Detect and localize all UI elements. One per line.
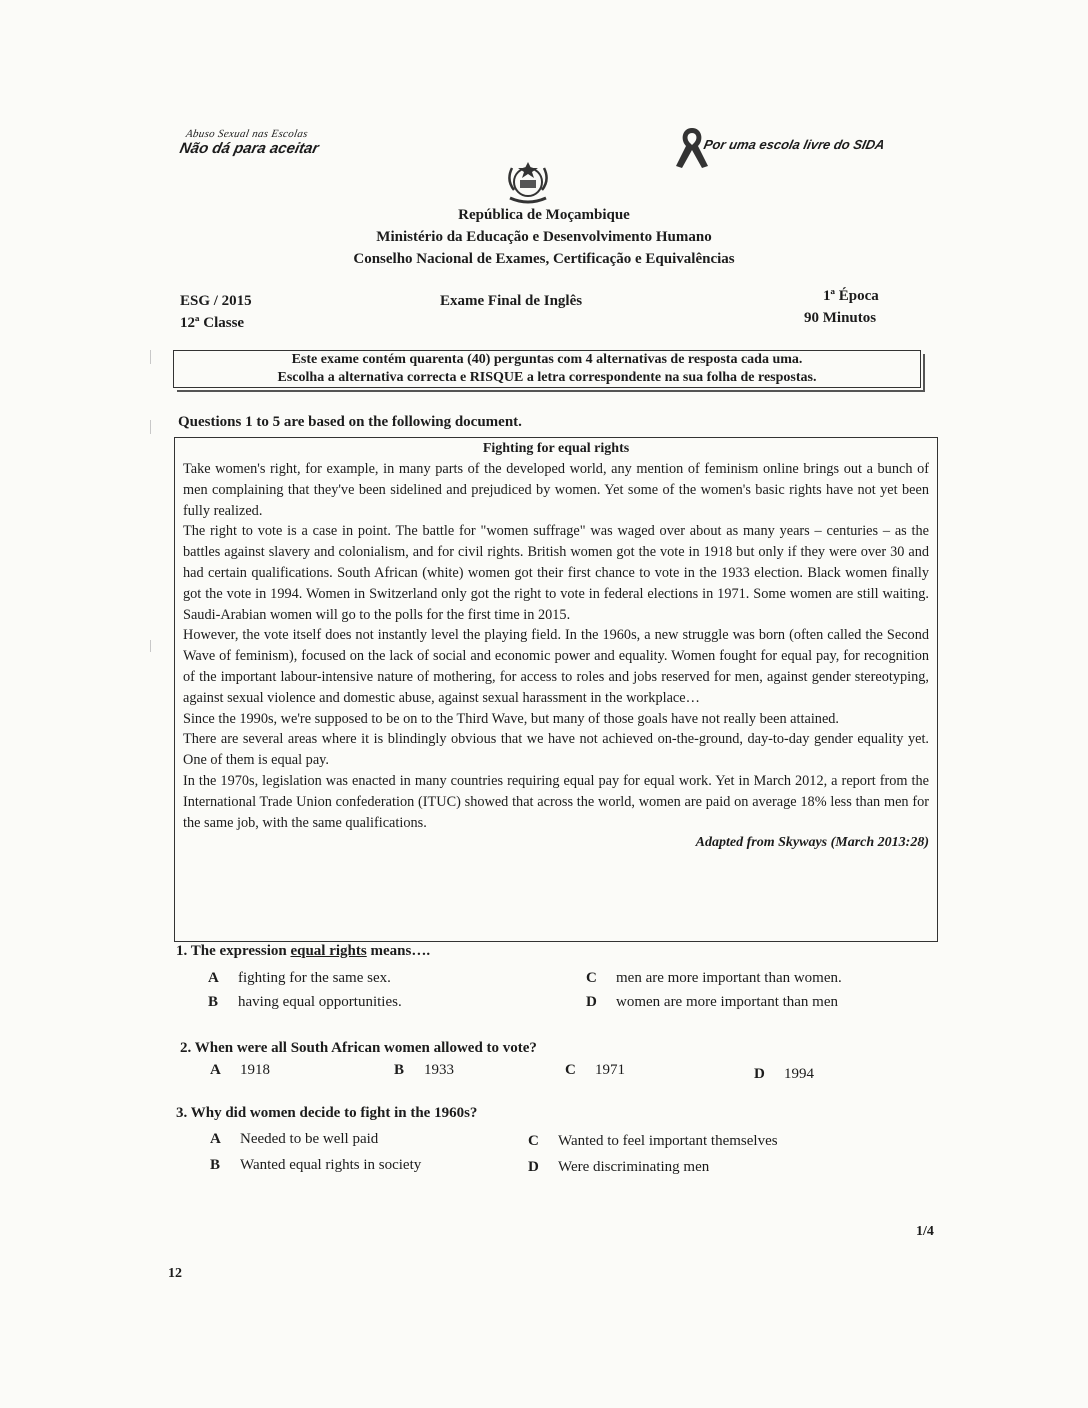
option-letter: D: [754, 1066, 765, 1082]
option-letter: D: [586, 994, 597, 1010]
header-republic: República de Moçambique: [458, 207, 630, 223]
option-letter: C: [586, 970, 597, 986]
option-text: 1933: [424, 1062, 454, 1078]
question-2: 2. When were all South African women allowed to vote?: [180, 1040, 537, 1056]
footer-number: 12: [168, 1266, 182, 1281]
exam-grade: 12ª Classe: [180, 315, 245, 331]
option-text: men are more important than women.: [616, 970, 842, 986]
q1-option-b[interactable]: [208, 994, 402, 1011]
q3-option-a[interactable]: [210, 1131, 378, 1148]
q3-option-c[interactable]: [528, 1133, 778, 1150]
option-letter: B: [210, 1157, 221, 1173]
option-letter: A: [208, 970, 219, 986]
option-text: fighting for the same sex.: [238, 970, 391, 986]
option-letter: B: [208, 994, 219, 1010]
campaign-slogan-right: Por uma escola livre do SIDA: [702, 137, 887, 152]
option-letter: D: [528, 1159, 539, 1175]
option-letter: A: [210, 1062, 221, 1078]
option-text: Were discriminating men: [558, 1159, 710, 1175]
option-text: Needed to be well paid: [240, 1131, 379, 1147]
instructions-line-2: Escolha a alternativa correcta e RISQUE a letra correspondente na sua folha de respostas.: [277, 370, 817, 385]
passage-box: [174, 437, 938, 942]
question-1-suffix: means….: [366, 943, 431, 959]
q2-option-c[interactable]: [565, 1062, 625, 1079]
option-letter: A: [210, 1131, 221, 1147]
margin-mark: [150, 640, 151, 652]
passage-text: [183, 459, 929, 833]
margin-mark: [150, 350, 151, 364]
passage-paragraph: There are several areas where it is blindingly obvious that we have not achieved on-the-ground, day-to-day gender equality yet. One of them is equal pay.: [183, 731, 929, 769]
margin-mark: [150, 420, 151, 434]
passage-paragraph: Since the 1990s, we're supposed to be on to the Third Wave, but many of those goals have not really been attained.: [183, 710, 840, 727]
header-council: Conselho Nacional de Exames, Certificação e Equivalências: [353, 251, 735, 267]
exam-code: ESG / 2015: [180, 293, 252, 309]
question-1-underlined: equal rights: [290, 943, 367, 959]
option-text: having equal opportunities.: [238, 994, 402, 1010]
option-text: women are more important than men: [616, 994, 839, 1010]
passage-paragraph: However, the vote itself does not instantly level the playing field. In the 1960s, a new struggle was born (often called the Second Wave of feminism), focused on the lack of social and economic power and equality. Women fought for equal pay, for recognition of the important labour-intensive nature of mothering, for access to roles and jobs reserved for men, against gender stereotyping, against sexual violence and domestic abuse, against sexual harassment in the workplace…: [183, 627, 929, 706]
passage-title: Fighting for equal rights: [482, 441, 630, 456]
option-letter: C: [528, 1133, 539, 1149]
page-number: 1/4: [916, 1224, 934, 1239]
q3-option-b[interactable]: [210, 1157, 421, 1174]
passage-paragraph: Take women's right, for example, in many parts of the developed world, any mention of feminism online brings out a bunch of men complaining that they've been sidelined and prejudiced by women. Yet some of the women's basic rights have not yet been fully realized.: [183, 461, 929, 519]
national-emblem-icon: [500, 160, 556, 208]
campaign-slogan: Não dá para aceitar: [178, 140, 321, 157]
passage-source: Adapted from Skyways (March 2013:28): [695, 835, 929, 851]
instructions-line-1: Este exame contém quarenta (40) perguntas com 4 alternativas de resposta cada uma.: [291, 352, 803, 367]
option-letter: B: [394, 1062, 405, 1078]
option-text: 1994: [784, 1066, 814, 1082]
option-text: 1918: [240, 1062, 270, 1078]
option-letter: C: [565, 1062, 576, 1078]
passage-paragraph: In the 1970s, legislation was enacted in many countries requiring equal pay for equal work. Yet in March 2012, a report from the International Trade Union confederation (ITUC) showed that across the world, women are paid on average 18% less than men for the same job, with the same qualifications.: [183, 772, 929, 831]
q2-option-b[interactable]: [394, 1062, 454, 1079]
option-text: 1971: [595, 1062, 625, 1078]
q2-option-a[interactable]: [210, 1062, 270, 1079]
exam-duration: 90 Minutos: [804, 310, 877, 326]
q1-option-c[interactable]: [586, 970, 842, 987]
question-1: [176, 943, 430, 960]
q3-option-d[interactable]: [528, 1159, 709, 1176]
q1-option-a[interactable]: [208, 970, 391, 987]
exam-title: Exame Final de Inglês: [440, 293, 583, 309]
option-text: Wanted equal rights in society: [240, 1157, 422, 1173]
q1-option-d[interactable]: [586, 994, 838, 1011]
question-1-prefix: 1. The expression: [176, 943, 291, 959]
q2-option-d[interactable]: [754, 1066, 814, 1083]
header-ministry: Ministério da Educação e Desenvolvimento Humano: [376, 229, 712, 245]
campaign-subtitle: Abuso Sexual nas Escolas: [184, 128, 309, 140]
passage-intro: Questions 1 to 5 are based on the following document.: [178, 414, 522, 430]
option-text: Wanted to feel important themselves: [558, 1133, 778, 1149]
exam-epoch: 1ª Época: [823, 288, 879, 304]
instructions-box: [173, 350, 921, 388]
passage-paragraph: The right to vote is a case in point. The battle for "women suffrage" was waged over about as many years – centuries – as the battles against slavery and colonialism, and for civil rights. British women got the vote in 1918 but only if they were over 30 and had certain qualifications. South African (white) women got their first chance to vote in the 1933 election. Black women finally got the vote in 1994. Women in Switzerland only got the right to vote in federal elections in 1971. Some women are still waiting. Saudi-Arabian women will go to the polls for the first time in 2015.: [183, 523, 929, 623]
question-3: 3. Why did women decide to fight in the 1960s?: [176, 1105, 478, 1121]
